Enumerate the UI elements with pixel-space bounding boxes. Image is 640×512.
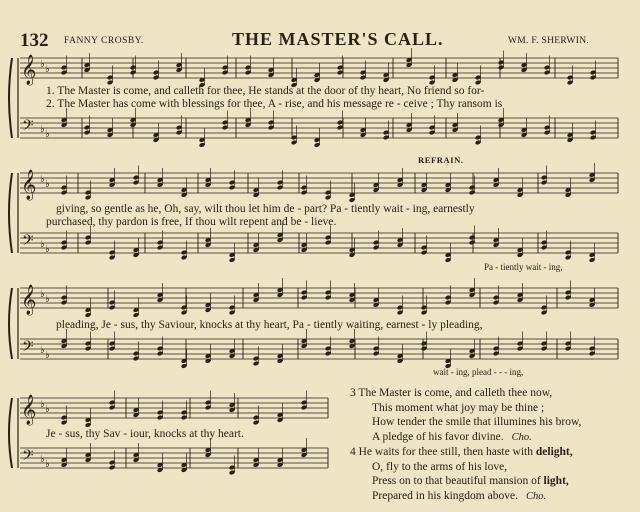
system3-bass-lyric: wait - ing, plead - - - ing,	[433, 367, 524, 377]
verse-line-text: This moment what joy may be thine ;	[372, 401, 545, 414]
verse-line-text: A pledge of his favor divine.	[372, 430, 504, 443]
treble-clef-icon: 𝄞	[21, 170, 37, 200]
system2-lyric-verse2: purchased, thy pardon is free, If thou wilt repent and be - lieve.	[46, 216, 337, 228]
verse-line-text: Press on to that beautiful mansion of	[372, 475, 544, 487]
flat-icon: ♭	[45, 179, 50, 190]
flat-icon: ♭	[45, 129, 50, 140]
flat-icon: ♭	[40, 289, 45, 300]
treble-clef-icon: 𝄞	[21, 395, 37, 425]
verse-line	[350, 430, 581, 446]
flat-icon: ♭	[45, 244, 50, 255]
flat-icon: ♭	[40, 59, 45, 70]
composer-credit: WM. F. SHERWIN.	[508, 36, 590, 46]
chorus-marker: Cho.	[511, 431, 532, 443]
treble-clef-icon: 𝄞	[21, 285, 37, 315]
system-brace	[9, 288, 12, 359]
verse-line-text: Prepared in his kingdom above.	[372, 489, 518, 502]
flat-icon: ♭	[45, 64, 50, 75]
flat-icon: ♭	[40, 239, 45, 250]
verse-line	[350, 445, 581, 460]
bass-clef-icon: 𝄢	[22, 232, 34, 253]
flat-icon: ♭	[40, 345, 45, 356]
verse-line	[350, 401, 581, 416]
flat-icon: ♭	[40, 174, 45, 185]
flat-icon: ♭	[45, 459, 50, 470]
bass-clef-icon: 𝄢	[22, 117, 34, 138]
hymn-title: THE MASTER'S CALL.	[232, 29, 444, 49]
refrain-label: REFRAIN.	[418, 155, 464, 165]
verse-line-text: 4 He waits for thee still, then haste with	[350, 446, 536, 458]
system3-lyric: pleading, Je - sus, thy Saviour, knocks at thy heart, Pa - tiently waiting, earnest - ly pleading,	[56, 319, 483, 331]
bass-clef-icon: 𝄢	[22, 338, 34, 359]
flat-icon: ♭	[40, 399, 45, 410]
flat-icon: ♭	[40, 124, 45, 135]
verse-line-emphasis: delight,	[535, 446, 573, 458]
system-brace	[9, 173, 12, 253]
verse-line-text: How tender the smile that illumines his brow,	[372, 416, 582, 428]
system2-lyric-verse1: giving, so gentle as he, Oh, say, wilt thou let him de - part? Pa - tiently wait - ing, earnestly	[56, 203, 475, 215]
system2-bass-lyric: Pa - tiently wait - ing,	[484, 262, 563, 272]
chorus-marker: Cho.	[525, 490, 547, 502]
system1-lyric-verse2: 2. The Master has come with blessings for thee, A - rise, and his message re - ceive ; Thy ransom is	[46, 98, 503, 110]
treble-clef-icon: 𝄞	[21, 55, 37, 85]
verse-line	[350, 386, 581, 401]
flat-icon: ♭	[45, 294, 50, 305]
verse-line	[350, 474, 581, 489]
flat-icon: ♭	[45, 350, 50, 361]
page-number: 132	[20, 30, 49, 51]
system-brace	[9, 58, 12, 138]
flat-icon: ♭	[45, 404, 50, 415]
system-brace	[9, 398, 12, 468]
additional-verses	[350, 386, 581, 504]
verse-line-text: O, fly to the arms of his love,	[372, 460, 508, 473]
bass-clef-icon: 𝄢	[22, 447, 34, 468]
verse-line-emphasis: light,	[543, 475, 569, 487]
flat-icon: ♭	[40, 454, 45, 465]
verse-line	[350, 489, 581, 505]
system4-lyric: Je - sus, thy Sav - iour, knocks at thy heart.	[46, 428, 244, 440]
system1-lyric-verse1: 1. The Master is come, and calleth for thee, He stands at the door of thy heart, No friend so for-	[46, 85, 485, 97]
verse-line-text: 3 The Master is come, and calleth thee now,	[350, 387, 553, 399]
verse-line	[350, 460, 581, 475]
lyricist-credit: FANNY CROSBY.	[64, 36, 144, 46]
verse-line	[350, 415, 581, 430]
